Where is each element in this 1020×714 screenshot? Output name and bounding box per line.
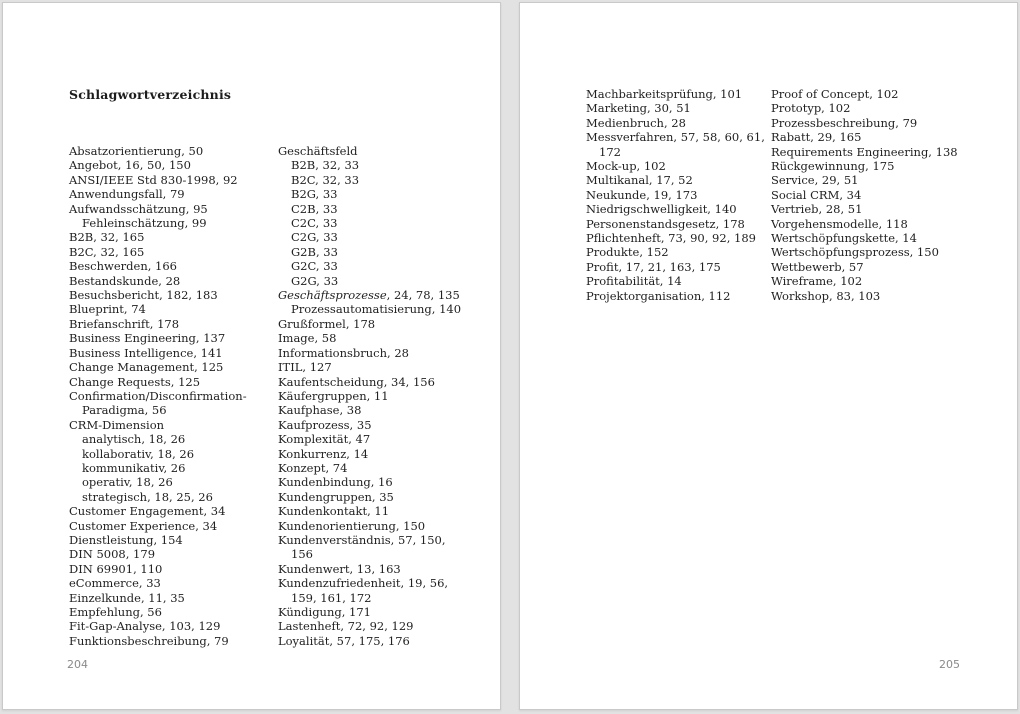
- index-entry: Business Intelligence, 141: [69, 345, 223, 360]
- index-entry: Machbarkeitsprüfung, 101: [586, 87, 743, 101]
- index-entry: Empfehlung, 56: [69, 605, 162, 619]
- index-entry: Angebot, 16, 50, 150: [69, 158, 191, 173]
- index-entry: Lastenheft, 72, 92, 129: [278, 619, 414, 634]
- index-entry: B2B, 32, 165: [69, 230, 145, 245]
- index-entry: B2G, 33: [291, 187, 338, 202]
- index-entry: Wertschöpfungsprozess, 150: [771, 245, 939, 260]
- index-heading: Schlagwortverzeichnis: [69, 87, 232, 102]
- index-entry: Wettbewerb, 57: [771, 259, 864, 274]
- index-entry: Medienbruch, 28: [586, 115, 686, 130]
- index-entry: Rückgewinnung, 175: [771, 159, 895, 174]
- index-entry: Grußformel, 178: [278, 316, 376, 331]
- index-entry: Wireframe, 102: [771, 274, 863, 289]
- index-entry: Absatzorientierung, 50: [69, 144, 204, 158]
- index-entry: Profit, 17, 21, 163, 175: [586, 259, 721, 274]
- index-entry: B2B, 32, 33: [291, 158, 360, 173]
- index-entry: Workshop, 83, 103: [771, 288, 881, 303]
- index-entry: eCommerce, 33: [69, 576, 161, 591]
- index-entry: Customer Engagement, 34: [69, 504, 226, 519]
- index-entry: Loyalität, 57, 175, 176: [278, 633, 410, 648]
- index-entry: ITIL, 127: [278, 360, 332, 375]
- index-entry: Requirements Engineering, 138: [771, 144, 958, 159]
- index-entry: CRM-Dimension: [69, 417, 165, 432]
- index-entry: Konzept, 74: [278, 460, 348, 475]
- index-entry: Geschäftsfeld: [278, 144, 358, 158]
- index-entry: ANSI/IEEE Std 830-1998, 92: [69, 172, 238, 187]
- index-entry: Kundenbindung, 16: [278, 475, 393, 490]
- index-entry: Kundenorientierung, 150: [278, 518, 426, 533]
- index-column-left-2: [278, 144, 493, 648]
- index-entry: Prozessautomatisierung, 140: [291, 302, 462, 317]
- page-number-left: 204: [67, 658, 88, 671]
- index-entry: Multikanal, 17, 52: [586, 173, 693, 188]
- index-entry: Aufwandsschätzung, 95: [69, 201, 208, 216]
- index-entry: Beschwerden, 166: [69, 259, 177, 274]
- index-entry: Customer Experience, 34: [69, 518, 218, 533]
- index-entry: Besuchsbericht, 182, 183: [69, 288, 218, 303]
- index-entry: Kaufprozess, 35: [278, 417, 372, 432]
- index-entry: Business Engineering, 137: [69, 331, 226, 346]
- index-entry: kommunikativ, 26: [82, 460, 186, 475]
- index-entry: Wertschöpfungskette, 14: [771, 231, 917, 246]
- index-entry: Kaufphase, 38: [278, 403, 362, 418]
- index-entry: Social CRM, 34: [771, 187, 862, 202]
- index-entry: operativ, 18, 26: [82, 475, 173, 490]
- index-entry: Käufergruppen, 11: [278, 388, 389, 403]
- index-entry: analytisch, 18, 26: [82, 432, 186, 447]
- index-entry: Konkurrenz, 14: [278, 446, 369, 461]
- index-entry: Rabatt, 29, 165: [771, 130, 862, 145]
- index-entry: Change Requests, 125: [69, 374, 201, 389]
- page-left: [2, 2, 501, 710]
- index-entry: Niedrigschwelligkeit, 140: [586, 202, 737, 217]
- index-column-right-1: [586, 87, 801, 303]
- index-entry: Fit-Gap-Analyse, 103, 129: [69, 619, 221, 634]
- index-entry: Prozessbeschreibung, 79: [771, 115, 918, 130]
- index-entry: Change Management, 125: [69, 360, 224, 375]
- index-entry: Vorgehensmodelle, 118: [771, 216, 908, 231]
- index-entry: Neukunde, 19, 173: [586, 187, 698, 202]
- index-entry: Blueprint, 74: [69, 302, 146, 317]
- index-entry: C2C, 33: [291, 216, 338, 231]
- index-entry: G2G, 33: [291, 273, 339, 288]
- index-entry: Paradigma, 56: [82, 403, 167, 418]
- index-entry: Profitabilität, 14: [586, 274, 682, 289]
- index-entry: Briefanschrift, 178: [69, 316, 180, 331]
- index-entry: Produkte, 152: [586, 245, 669, 260]
- index-entry: Personenstandsgesetz, 178: [586, 216, 745, 231]
- index-entry: Fehleinschätzung, 99: [82, 216, 207, 231]
- index-entry: Komplexität, 47: [278, 432, 371, 447]
- index-entry: Kundenkontakt, 11: [278, 504, 390, 519]
- index-entry: Prototyp, 102: [771, 101, 851, 116]
- index-entry: Pflichtenheft, 73, 90, 92, 189: [586, 231, 756, 246]
- index-entry: kollaborativ, 18, 26: [82, 446, 195, 461]
- index-entry: B2C, 32, 33: [291, 172, 360, 187]
- index-entry: C2B, 33: [291, 201, 338, 216]
- page-right: [519, 2, 1018, 710]
- index-entry: Dienstleistung, 154: [69, 532, 183, 547]
- index-entry: Anwendungsfall, 79: [69, 187, 185, 202]
- index-entry: Geschäftsprozesse, 24, 78, 135: [278, 288, 460, 303]
- page-number-right: 205: [939, 658, 960, 671]
- index-entry: Messverfahren, 57, 58, 60, 61,: [586, 130, 765, 145]
- index-entry: 156: [291, 547, 313, 562]
- index-entry: Kaufentscheidung, 34, 156: [278, 374, 435, 389]
- index-entry: Proof of Concept, 102: [771, 87, 899, 101]
- index-entry: Kundenverständnis, 57, 150,: [278, 532, 446, 547]
- index-entry: Projektorganisation, 112: [586, 288, 731, 303]
- index-entry: G2B, 33: [291, 244, 338, 259]
- index-entry: Kundenwert, 13, 163: [278, 561, 401, 576]
- index-column-left-1: [69, 144, 284, 648]
- index-entry: DIN 69901, 110: [69, 561, 163, 576]
- index-column-right-2: [771, 87, 986, 303]
- index-entry: Informationsbruch, 28: [278, 345, 409, 360]
- index-entry: Kundenzufriedenheit, 19, 56,: [278, 576, 449, 591]
- index-entry: Image, 58: [278, 331, 337, 346]
- index-entry: Service, 29, 51: [771, 173, 859, 188]
- index-entry: Mock-up, 102: [586, 159, 666, 174]
- index-entry: Bestandskunde, 28: [69, 273, 181, 288]
- index-entry: Confirmation/Disconfirmation-: [69, 388, 247, 403]
- index-entry: 159, 161, 172: [291, 590, 372, 605]
- index-entry: B2C, 32, 165: [69, 244, 145, 259]
- index-entry: G2C, 33: [291, 259, 338, 274]
- index-entry: 172: [599, 144, 621, 159]
- index-entry: Kundengruppen, 35: [278, 489, 394, 504]
- index-entry: strategisch, 18, 25, 26: [82, 489, 213, 504]
- index-entry: Einzelkunde, 11, 35: [69, 590, 185, 605]
- index-entry: Funktionsbeschreibung, 79: [69, 633, 229, 648]
- index-entry: C2G, 33: [291, 230, 338, 245]
- index-entry: Kündigung, 171: [278, 605, 371, 619]
- index-entry: DIN 5008, 179: [69, 547, 156, 562]
- index-entry: Vertrieb, 28, 51: [771, 202, 863, 217]
- index-entry: Marketing, 30, 51: [586, 101, 691, 116]
